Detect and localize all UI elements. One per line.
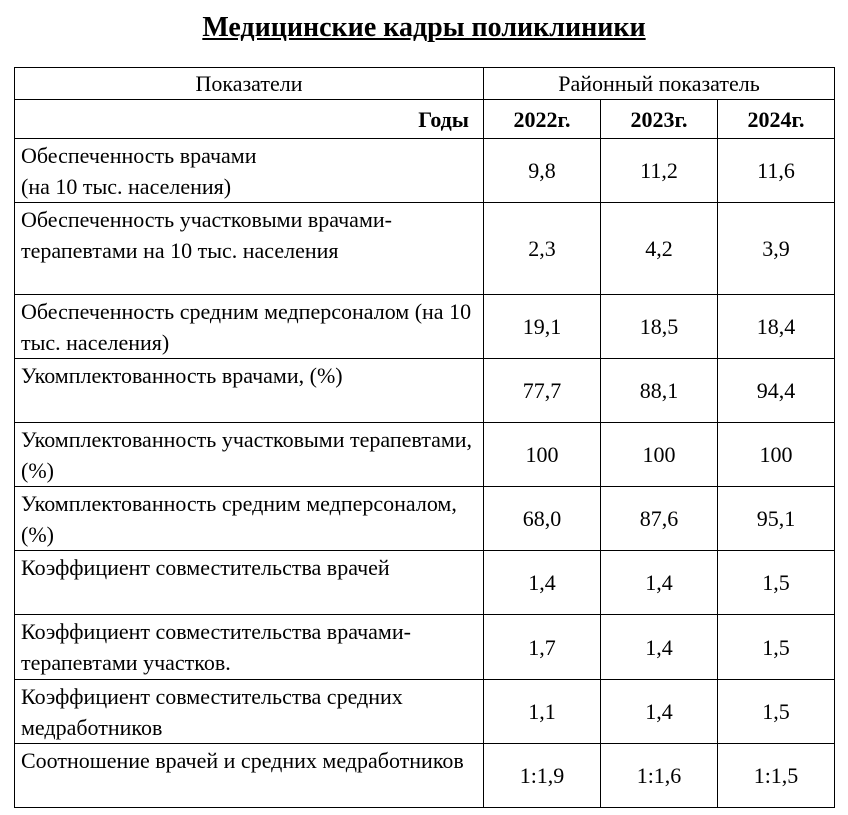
header-indicators: Показатели: [15, 68, 484, 100]
staff-table: [14, 67, 835, 808]
header-year: 2022г.: [484, 100, 601, 139]
cell-2023: 1,4: [601, 551, 718, 615]
table-row: [15, 203, 835, 295]
header-year: 2023г.: [601, 100, 718, 139]
cell-2023: 1,4: [601, 680, 718, 744]
table-row: [15, 423, 835, 487]
row-label-line: (на 10 тыс. населения): [21, 174, 232, 199]
row-label: Коэффициент совместительства средних медработников: [15, 680, 484, 744]
cell-2023: 4,2: [601, 203, 718, 295]
years-row: [15, 100, 835, 139]
row-label: Укомплектованность врачами, (%): [15, 359, 484, 423]
cell-2024: 1:1,5: [718, 744, 835, 808]
cell-2024: 95,1: [718, 487, 835, 551]
cell-2024: 11,6: [718, 139, 835, 203]
cell-2023: 1,4: [601, 615, 718, 680]
row-label: Коэффициент совместительства врачами-терапевтами участков.: [15, 615, 484, 680]
cell-2023: 87,6: [601, 487, 718, 551]
cell-2023: 1:1,6: [601, 744, 718, 808]
table-row: [15, 359, 835, 423]
cell-2024: 3,9: [718, 203, 835, 295]
cell-2023: 18,5: [601, 295, 718, 359]
cell-2024: 1,5: [718, 551, 835, 615]
cell-2024: 1,5: [718, 615, 835, 680]
cell-2022: 100: [484, 423, 601, 487]
cell-2022: 19,1: [484, 295, 601, 359]
table-row: [15, 680, 835, 744]
row-label: Соотношение врачей и средних медработников: [15, 744, 484, 808]
row-label: Коэффициент совместительства врачей: [15, 551, 484, 615]
cell-2024: 18,4: [718, 295, 835, 359]
cell-2023: 100: [601, 423, 718, 487]
table-row: [15, 295, 835, 359]
row-label: Укомплектованность средним медперсоналом, (%): [15, 487, 484, 551]
cell-2022: 9,8: [484, 139, 601, 203]
page-title: Медицинские кадры поликлиники: [202, 12, 646, 43]
cell-2024: 1,5: [718, 680, 835, 744]
cell-2022: 1,4: [484, 551, 601, 615]
table-row: [15, 551, 835, 615]
cell-2023: 11,2: [601, 139, 718, 203]
header-year: 2024г.: [718, 100, 835, 139]
cell-2022: 68,0: [484, 487, 601, 551]
table-row: [15, 615, 835, 680]
row-label-line: Обеспеченность врачами: [21, 143, 257, 168]
cell-2022: 2,3: [484, 203, 601, 295]
cell-2024: 100: [718, 423, 835, 487]
cell-2024: 94,4: [718, 359, 835, 423]
cell-2023: 88,1: [601, 359, 718, 423]
cell-2022: 1,1: [484, 680, 601, 744]
cell-2022: 1:1,9: [484, 744, 601, 808]
table-row: [15, 139, 835, 203]
cell-2022: 1,7: [484, 615, 601, 680]
row-label: Укомплектованность участковыми терапевтами, (%): [15, 423, 484, 487]
table-row: [15, 744, 835, 808]
row-label: Обеспеченность участковыми врачами-терапевтами на 10 тыс. населения: [15, 203, 484, 295]
header-row: [15, 68, 835, 100]
row-label: Обеспеченность средним медперсоналом (на 10 тыс. населения): [15, 295, 484, 359]
header-years-label: Годы: [15, 100, 484, 139]
header-district: Районный показатель: [484, 68, 835, 100]
table-row: [15, 487, 835, 551]
row-label: [15, 139, 484, 203]
cell-2022: 77,7: [484, 359, 601, 423]
